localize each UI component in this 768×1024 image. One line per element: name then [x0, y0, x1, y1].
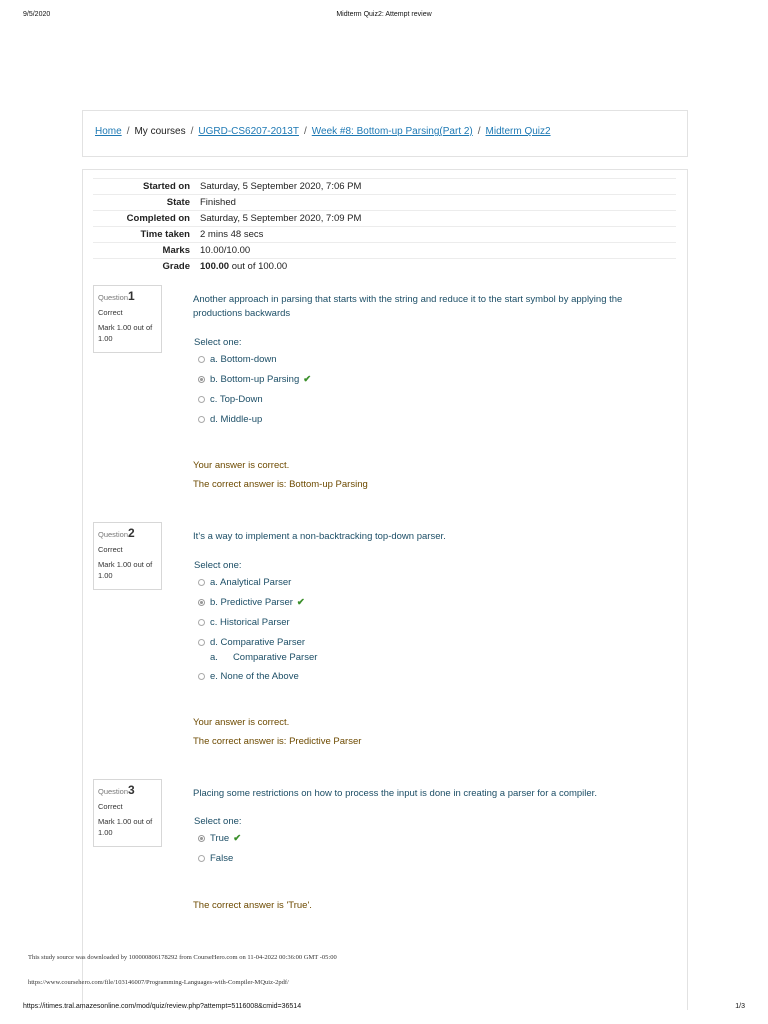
radio-button[interactable] [198, 673, 205, 680]
answer-option[interactable] [198, 354, 277, 365]
check-icon: ✔ [296, 597, 305, 608]
radio-button-selected[interactable] [198, 835, 205, 842]
breadcrumb-week-link[interactable]: Week #8: Bottom-up Parsing(Part 2) [311, 126, 473, 137]
correct-answer: The correct answer is 'True'. [193, 900, 312, 911]
summary-label: State [93, 195, 200, 211]
summary-label: Grade [93, 259, 200, 275]
summary-row [93, 243, 676, 259]
summary-label: Started on [93, 179, 200, 195]
radio-button[interactable] [198, 396, 205, 403]
answer-option-label: b. Bottom-up Parsing [210, 374, 300, 385]
question-info-box [93, 522, 162, 590]
question-label: Question [98, 530, 129, 539]
question-label: Question [98, 293, 129, 302]
grade-out-of: out of 100.00 [229, 261, 288, 272]
summary-label: Completed on [93, 211, 200, 227]
breadcrumb-separator: / [477, 126, 481, 137]
summary-value: Saturday, 5 September 2020, 7:09 PM [200, 211, 676, 227]
question-number: 1 [128, 289, 135, 303]
summary-row [93, 179, 676, 195]
summary-row [93, 259, 676, 275]
page-number: 1/3 [735, 1003, 745, 1010]
answer-option-label: d. Middle-up [210, 414, 263, 425]
print-date: 9/5/2020 [23, 11, 51, 18]
breadcrumb-course-link[interactable]: UGRD-CS6207-2013T [198, 126, 299, 137]
answer-option-sublist [210, 652, 317, 663]
question-status: Correct [98, 308, 123, 317]
question-text: Placing some restrictions on how to process the input is done in creating a parser for a compiler. [193, 788, 597, 799]
radio-button[interactable] [198, 619, 205, 626]
answer-feedback: Your answer is correct. [193, 460, 290, 471]
radio-button[interactable] [198, 855, 205, 862]
check-icon: ✔ [233, 833, 242, 844]
print-url: https://itimes.tral.amazesonline.com/mod/quiz/review.php?attempt=5116008&cmid=36514 [23, 1003, 302, 1010]
answer-option[interactable] [198, 637, 305, 648]
answer-option-selected[interactable] [198, 597, 305, 608]
sublist-text: Comparative Parser [232, 652, 318, 663]
breadcrumb [95, 126, 551, 137]
grade-value: 100.00 [200, 261, 230, 272]
answer-option-label: b. Predictive Parser [210, 597, 293, 608]
summary-value: 10.00/10.00 [200, 243, 676, 259]
radio-button[interactable] [198, 639, 205, 646]
radio-button-selected[interactable] [198, 376, 205, 383]
question-info-box [93, 779, 162, 847]
summary-label: Time taken [93, 227, 200, 243]
correct-answer: The correct answer is: Bottom-up Parsing [193, 479, 368, 490]
answer-option[interactable] [198, 853, 233, 864]
radio-button[interactable] [198, 579, 205, 586]
breadcrumb-separator: / [190, 126, 194, 137]
answer-option-label: a. Bottom-down [210, 354, 277, 365]
summary-label: Marks [93, 243, 200, 259]
breadcrumb-my-courses: My courses [134, 126, 186, 137]
correct-answer: The correct answer is: Predictive Parser [193, 736, 362, 747]
question-text: It’s a way to implement a non-backtracking top-down parser. [193, 531, 446, 542]
attempt-summary-table [93, 178, 676, 274]
print-title: Midterm Quiz2: Attempt review [336, 11, 432, 18]
answer-option-label: False [210, 853, 234, 864]
answer-option[interactable] [198, 671, 299, 682]
question-mark: Mark 1.00 out of 1.00 [98, 560, 153, 580]
answer-option-label: e. None of the Above [210, 671, 299, 682]
answer-option-label: c. Top-Down [210, 394, 263, 405]
answer-option-label: a. Analytical Parser [210, 577, 292, 588]
summary-value: Saturday, 5 September 2020, 7:06 PM [200, 179, 676, 195]
question-status: Correct [98, 545, 123, 554]
answer-option-label: True [210, 833, 230, 844]
check-icon: ✔ [303, 374, 312, 385]
summary-value [200, 259, 676, 275]
select-one-label: Select one: [194, 816, 242, 827]
breadcrumb-separator: / [126, 126, 130, 137]
download-notice: This study source was downloaded by 100000806178292 from CourseHero.com on 11-04-2022 00:36:00 GMT -05:00 [28, 954, 337, 961]
answer-option[interactable] [198, 617, 290, 628]
summary-row [93, 195, 676, 211]
question-info-box [93, 285, 162, 353]
radio-button[interactable] [198, 416, 205, 423]
question-number: 2 [128, 526, 135, 540]
select-one-label: Select one: [194, 337, 242, 348]
question-number: 3 [128, 783, 135, 797]
answer-option[interactable] [198, 577, 291, 588]
sublist-marker: a. [210, 652, 218, 663]
question-mark: Mark 1.00 out of 1.00 [98, 323, 153, 343]
radio-button[interactable] [198, 356, 205, 363]
summary-value: 2 mins 48 secs [200, 227, 676, 243]
question-status: Correct [98, 802, 123, 811]
answer-option-label: d. Comparative Parser [210, 637, 306, 648]
breadcrumb-home-link[interactable]: Home [95, 126, 122, 137]
answer-option[interactable] [198, 394, 263, 405]
question-text: Another approach in parsing that starts with the string and reduce it to the start symbol by applying the productions backwards [193, 294, 623, 319]
answer-option-label: c. Historical Parser [210, 617, 290, 628]
question-label: Question [98, 787, 129, 796]
question-mark: Mark 1.00 out of 1.00 [98, 817, 153, 837]
select-one-label: Select one: [194, 560, 242, 571]
radio-button-selected[interactable] [198, 599, 205, 606]
answer-option[interactable] [198, 414, 262, 425]
summary-row [93, 211, 676, 227]
answer-option-selected[interactable] [198, 833, 241, 844]
summary-value: Finished [200, 195, 676, 211]
answer-feedback: Your answer is correct. [193, 717, 290, 728]
breadcrumb-quiz-link[interactable]: Midterm Quiz2 [485, 126, 551, 137]
breadcrumb-separator: / [303, 126, 307, 137]
summary-row [93, 227, 676, 243]
answer-option-selected[interactable] [198, 374, 311, 385]
source-url: https://www.coursehero.com/file/103146007/Programming-Languages-with-Compiler-MQuiz-2pdf/ [28, 979, 289, 986]
